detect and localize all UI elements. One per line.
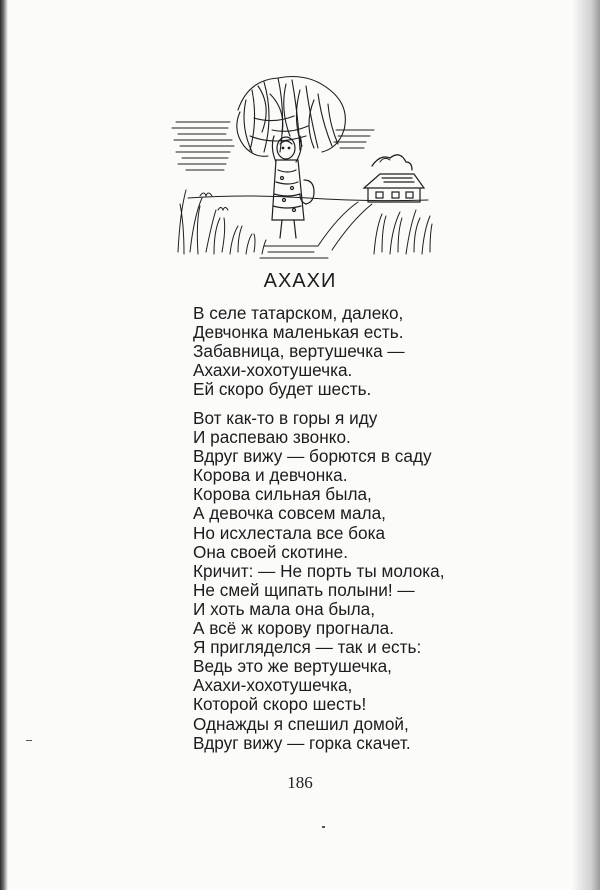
- poem-line: Однажды я спешил домой,: [193, 713, 409, 734]
- poem-line: И распеваю звонко.: [193, 427, 351, 448]
- poem-line: Ахахи-хохотушечка.: [193, 360, 353, 381]
- poem-line: И хоть мала она была,: [193, 598, 375, 619]
- page-number: 186: [287, 773, 313, 792]
- poem-line: Ей скоро будет шесть.: [193, 379, 372, 400]
- poem-line: А девочка совсем мала,: [193, 503, 386, 524]
- poem-stanza-1: [193, 304, 483, 399]
- poem-title: АХАХИ: [263, 270, 337, 292]
- poem-line: Она своей скотине.: [193, 541, 349, 562]
- poem-line: А всё ж корову прогнала.: [193, 618, 394, 639]
- poem-line: Которой скоро шесть!: [193, 694, 367, 715]
- poem-line: Не смей щипать полыни! —: [193, 579, 415, 600]
- poem-line: Девчонка маленькая есть.: [193, 322, 404, 343]
- poem-line: Но исхлестала все бока: [193, 522, 386, 543]
- page-right-shadow: [572, 0, 600, 890]
- scan-speck: [322, 826, 325, 828]
- poem-line: Вдруг вижу — горка скачет.: [193, 732, 411, 753]
- scan-speck: [26, 740, 32, 741]
- poem-line: Корова и девчонка.: [193, 465, 348, 486]
- girl-with-branches-illustration: [168, 70, 436, 260]
- poem-line: Корова сильная была,: [193, 484, 372, 505]
- poem-line: Ведь это же вертушечка,: [193, 656, 392, 677]
- poem-stanza-2: [193, 409, 483, 753]
- poem-line: Кричит: — Не порть ты молока,: [193, 560, 445, 581]
- page-binding-edge: [0, 0, 8, 890]
- poem-line: Вдруг вижу — борются в саду: [193, 446, 432, 467]
- poem-line: Ахахи-хохотушечка,: [193, 675, 353, 696]
- poem-line: Забавница, вертушечка —: [193, 341, 405, 362]
- poem-line: Я пригляделся — так и есть:: [193, 637, 422, 658]
- poem-line: Вот как-то в горы я иду: [193, 408, 378, 428]
- poem-line: В селе татарском, далеко,: [193, 303, 404, 323]
